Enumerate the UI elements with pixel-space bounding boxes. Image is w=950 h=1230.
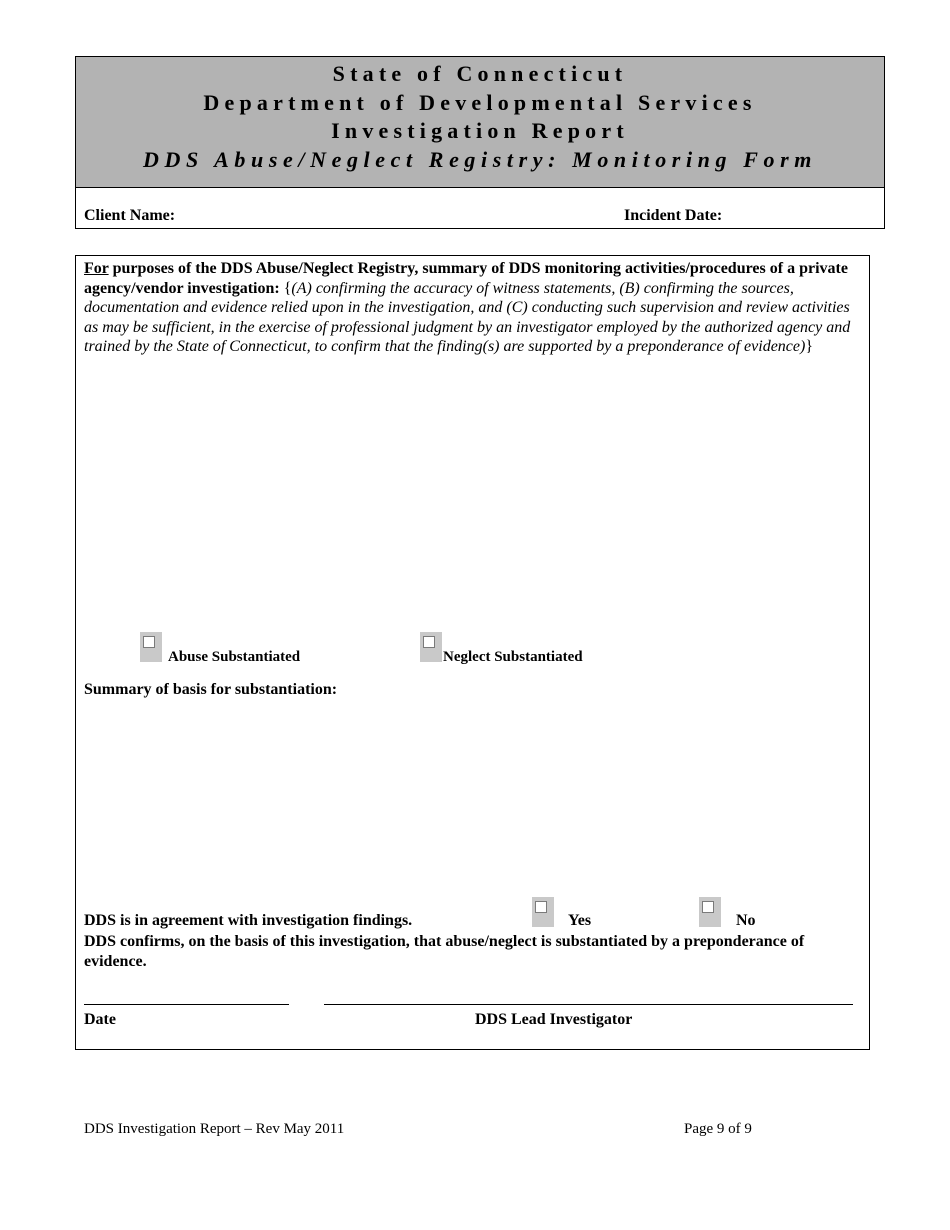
intro-brace-open: { xyxy=(279,279,292,297)
intro-brace-close: } xyxy=(805,338,814,356)
intro-description: (A) confirming the accuracy of witness statements, (B) confirming the sources, documentation and evidence relied upon in the investigation, and (C) conducting such supervision and review activities as may be sufficient, in the exercise of professional judgment by an investigator employed by the authorized agency and trained by the State of Connecticut, to confirm that the finding(s) are supported by a preponderance of evidence) xyxy=(84,279,851,356)
incident-date-label: Incident Date: xyxy=(624,207,723,224)
client-info-row xyxy=(75,187,885,229)
footer-page-number: Page 9 of 9 xyxy=(684,1121,752,1137)
intro-lead-underlined: For xyxy=(84,260,109,277)
agreement-no-checkbox[interactable] xyxy=(699,897,721,927)
form-header xyxy=(75,56,885,188)
intro-lead-text: purposes of the DDS Abuse/Neglect Registry, summary of DDS monitoring activities/procedures of a private agency/vendor investigation: xyxy=(84,260,848,297)
abuse-substantiated-label: Abuse Substantiated xyxy=(168,649,301,665)
investigator-signature-line[interactable] xyxy=(324,1004,853,1005)
header-state: State of Connecticut xyxy=(332,61,628,86)
summary-basis-label: Summary of basis for substantiation: xyxy=(84,681,338,698)
lead-investigator-label: DDS Lead Investigator xyxy=(475,1011,633,1028)
checkbox-square-icon xyxy=(702,901,714,913)
neglect-substantiated-label: Neglect Substantiated xyxy=(443,649,583,665)
agreement-statement: DDS is in agreement with investigation findings. xyxy=(84,912,413,929)
agreement-yes-checkbox[interactable] xyxy=(532,897,554,927)
intro-paragraph xyxy=(84,259,864,357)
checkbox-square-icon xyxy=(535,901,547,913)
header-report-title: Investigation Report xyxy=(331,118,629,143)
header-department: Department of Developmental Services xyxy=(203,89,757,115)
checkbox-square-icon xyxy=(423,636,435,648)
client-name-label: Client Name: xyxy=(84,207,176,224)
confirmation-statement: DDS confirms, on the basis of this investigation, that abuse/neglect is substantiated by a preponderance of evidence. xyxy=(84,933,805,970)
agreement-no-label: No xyxy=(736,912,756,929)
header-form-title: DDS Abuse/Neglect Registry: Monitoring Form xyxy=(143,146,817,172)
abuse-substantiated-checkbox[interactable] xyxy=(140,632,162,662)
monitoring-section xyxy=(75,255,870,1050)
checkbox-square-icon xyxy=(143,636,155,648)
neglect-substantiated-checkbox[interactable] xyxy=(420,632,442,662)
footer-revision: DDS Investigation Report – Rev May 2011 xyxy=(84,1121,345,1137)
agreement-yes-label: Yes xyxy=(568,912,592,929)
date-label: Date xyxy=(84,1011,116,1028)
date-signature-line[interactable] xyxy=(84,1004,289,1005)
